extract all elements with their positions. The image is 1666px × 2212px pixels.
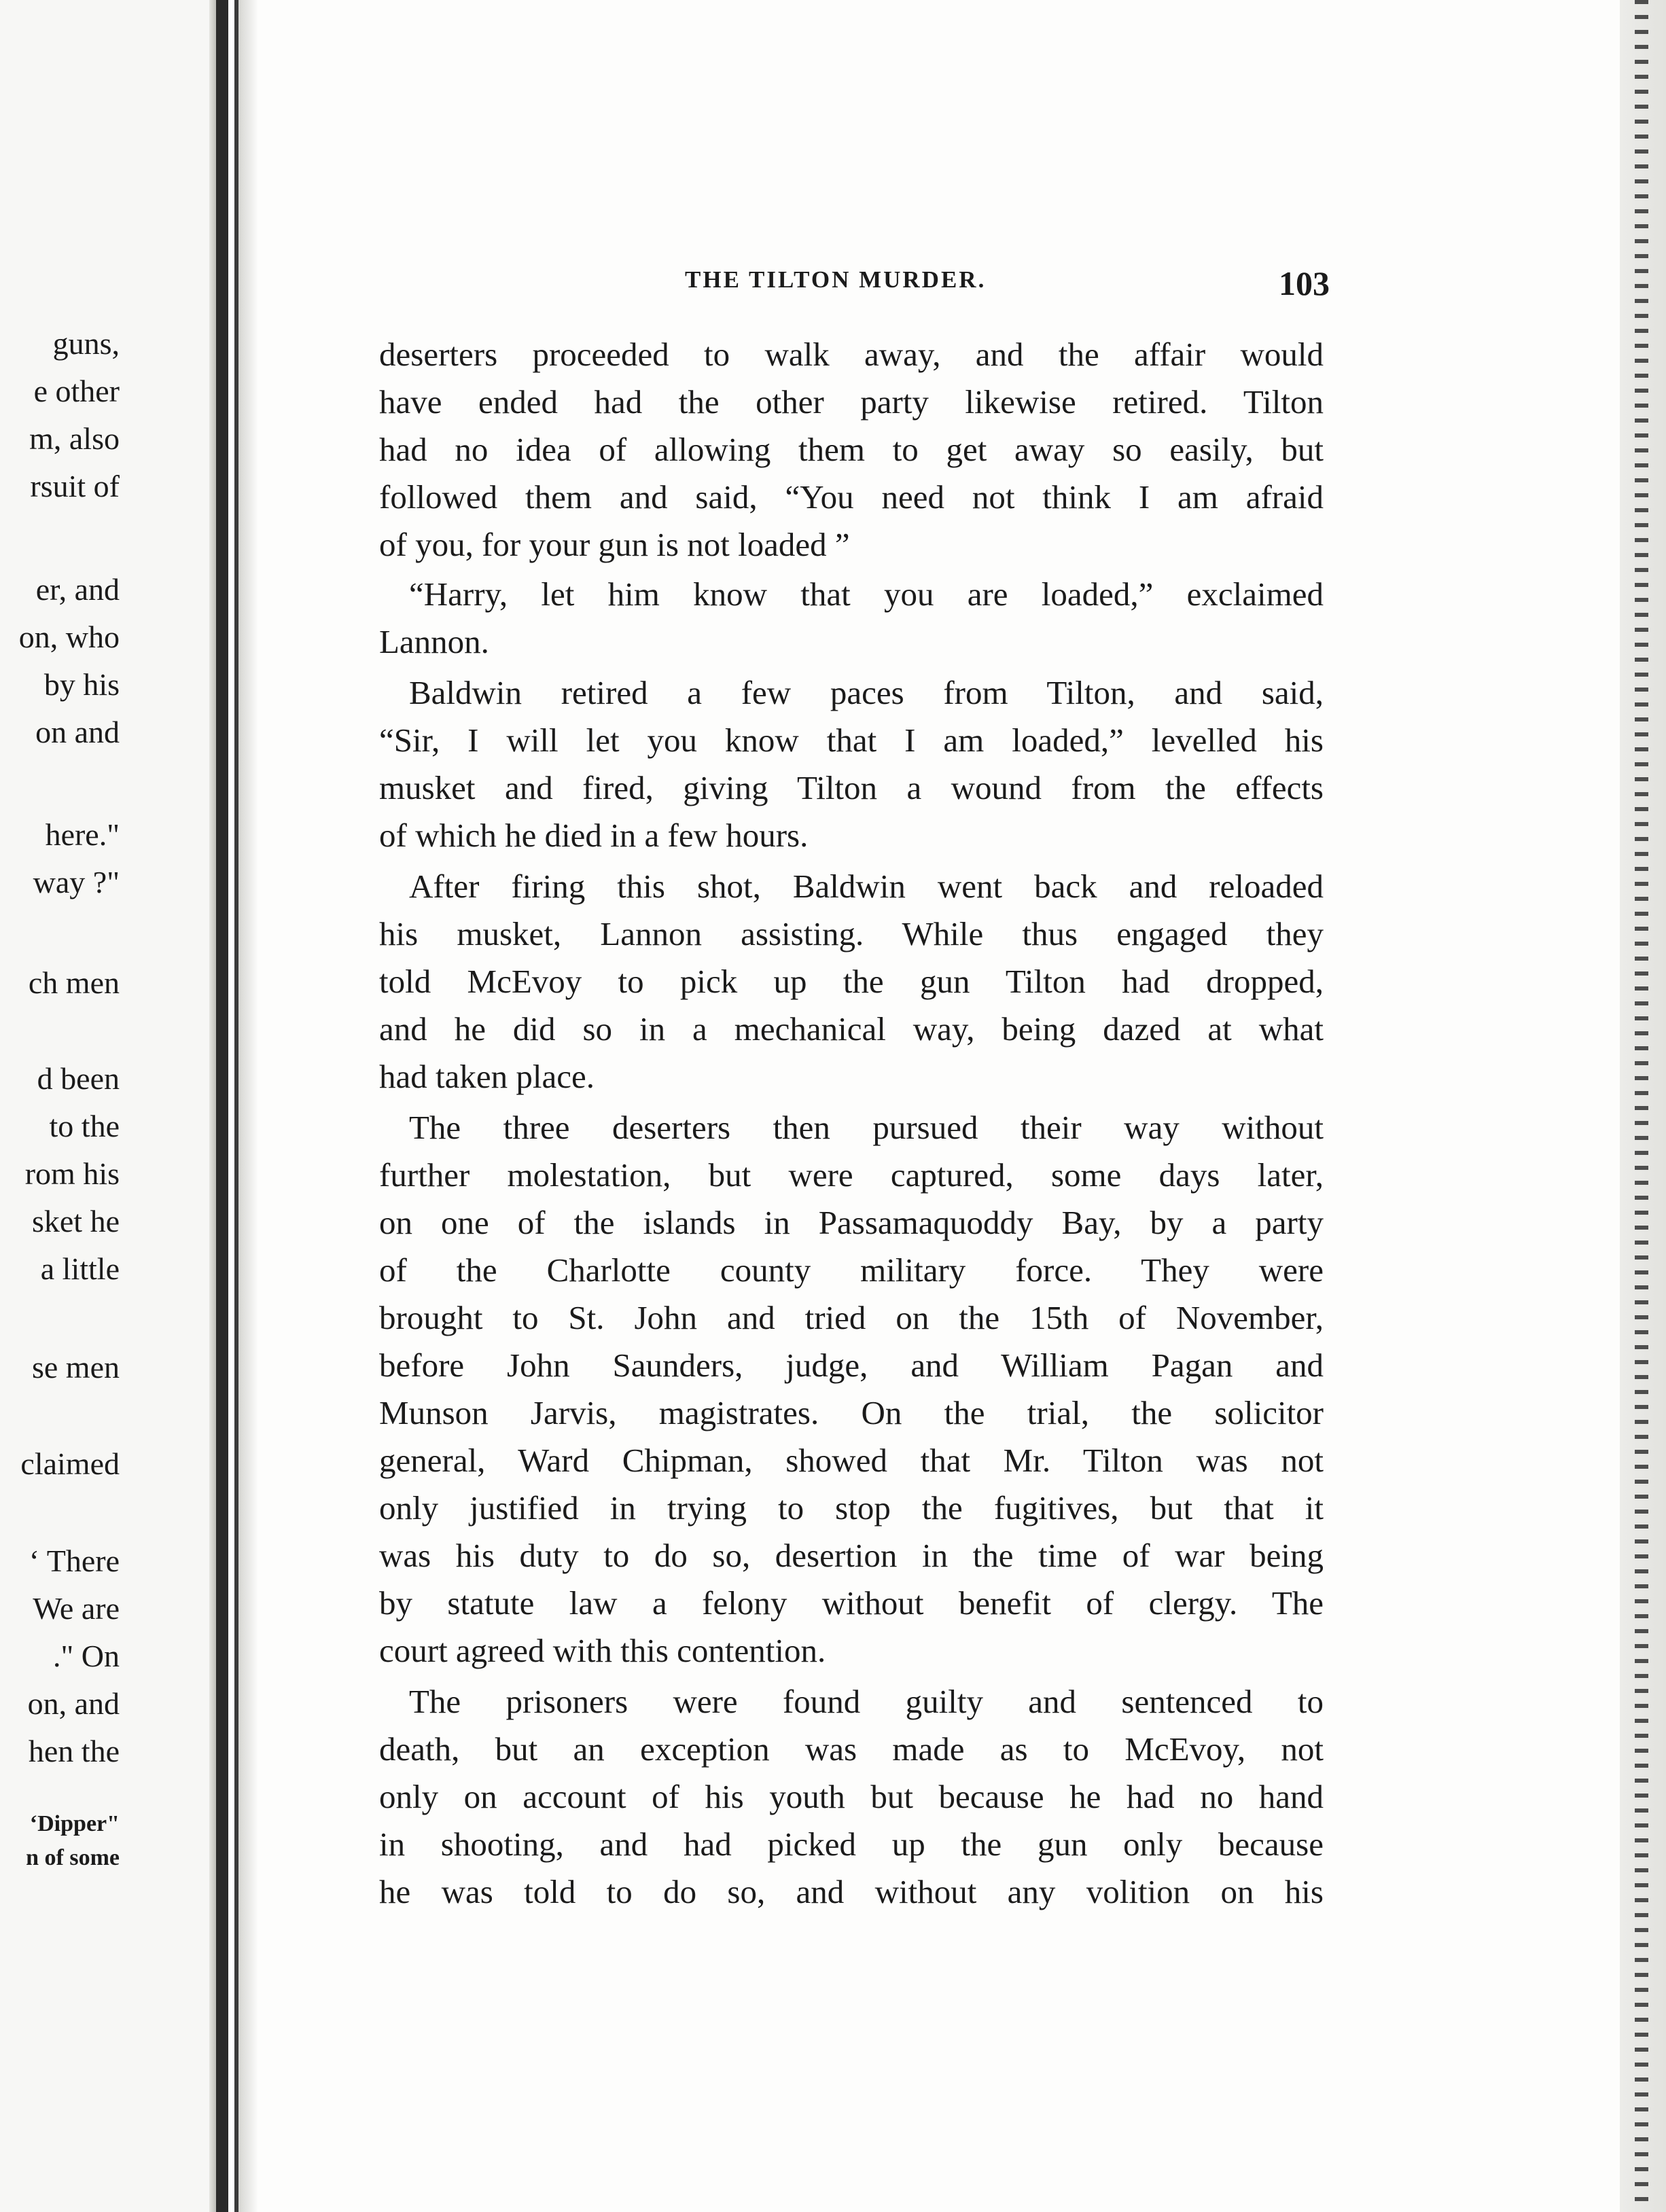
facing-page-footnote-line: ‘Dipper" — [29, 1811, 120, 1836]
facing-page-line: on, and — [27, 1686, 120, 1721]
facing-page-fragment — [0, 0, 216, 2212]
facing-page-line: way ?" — [33, 865, 120, 899]
text-line: general, Ward Chipman, showed that Mr. Tilton was not — [379, 1442, 1324, 1479]
facing-page-line: se men — [31, 1350, 120, 1385]
scan-edge-marks — [1635, 0, 1648, 2212]
text-line: his musket, Lannon assisting. While thus engaged they — [379, 915, 1324, 952]
page-right-margin — [1620, 0, 1666, 2212]
text-line: After firing this shot, Baldwin went back and reloaded — [409, 868, 1324, 905]
text-line: on one of the islands in Passamaquoddy Bay, by a party — [379, 1204, 1324, 1241]
facing-page-line: guns, — [52, 326, 120, 361]
text-line: and he did so in a mechanical way, being dazed at what — [379, 1010, 1324, 1048]
text-line: had taken place. — [379, 1058, 595, 1095]
text-line: deserters proceeded to walk away, and the affair would — [379, 336, 1324, 373]
facing-page-line: er, and — [35, 572, 120, 607]
facing-page-line: ch men — [28, 965, 120, 1000]
text-line: of you, for your gun is not loaded ” — [379, 526, 850, 563]
facing-page-line: We are — [33, 1591, 120, 1626]
text-line: musket and fired, giving Tilton a wound from the effects — [379, 769, 1324, 806]
text-line: before John Saunders, judge, and William Pagan and — [379, 1346, 1324, 1384]
text-line: of which he died in a few hours. — [379, 817, 809, 854]
facing-page-line: by his — [43, 667, 120, 702]
page-fold-shadow — [209, 0, 216, 2212]
text-line: Munson Jarvis, magistrates. On the trial, the solicitor — [379, 1394, 1324, 1431]
text-line: The three deserters then pursued their way without — [409, 1109, 1324, 1146]
text-line: further molestation, but were captured, some days later, — [379, 1156, 1324, 1194]
facing-page-line: e other — [33, 374, 120, 408]
facing-page-line: sket he — [31, 1204, 120, 1238]
facing-page-line: on, who — [18, 620, 120, 654]
facing-page-line: rom his — [24, 1156, 120, 1191]
text-line: by statute law a felony without benefit of clergy. The — [379, 1584, 1324, 1622]
facing-page-line: d been — [37, 1061, 120, 1096]
facing-page-line: m, also — [29, 421, 120, 456]
text-line: have ended had the other party likewise retired. Tilton — [379, 383, 1324, 421]
text-line: “Harry, let him know that you are loaded,” exclaimed — [409, 575, 1324, 613]
text-line: of the Charlotte county military force. They were — [379, 1251, 1324, 1289]
facing-page-line: ." On — [53, 1639, 120, 1673]
facing-page-line: on and — [35, 715, 120, 749]
text-line: followed them and said, “You need not think I am afraid — [379, 478, 1324, 516]
facing-page-line: hen the — [28, 1734, 120, 1768]
facing-page-footnote-line: n of some — [26, 1845, 120, 1870]
page-number: 103 — [1279, 264, 1330, 302]
text-line: had no idea of allowing them to get away so easily, but — [379, 431, 1324, 468]
facing-page-line: ‘ There — [29, 1544, 120, 1578]
binding-gutter — [216, 0, 228, 2212]
text-line: Baldwin retired a few paces from Tilton, and said, — [409, 674, 1324, 711]
facing-page-line: to the — [49, 1109, 120, 1143]
binding-shadow — [238, 0, 258, 2212]
text-line: in shooting, and had picked up the gun only because — [379, 1825, 1324, 1863]
facing-page-line: claimed — [20, 1446, 120, 1481]
facing-page-line: a little — [40, 1251, 120, 1286]
text-line: brought to St. John and tried on the 15th of November, — [379, 1299, 1324, 1336]
text-line: only justified in trying to stop the fugitives, but that it — [379, 1489, 1324, 1527]
text-line: court agreed with this contention. — [379, 1632, 826, 1669]
text-line: Lannon. — [379, 623, 489, 660]
text-line: told McEvoy to pick up the gun Tilton had dropped, — [379, 963, 1324, 1000]
facing-page-line: rsuit of — [30, 469, 120, 503]
text-line: “Sir, I will let you know that I am loaded,” levelled his — [379, 721, 1324, 759]
text-line: death, but an exception was made as to McEvoy, not — [379, 1730, 1324, 1768]
text-line: was his duty to do so, desertion in the time of war being — [379, 1537, 1324, 1574]
text-line: he was told to do so, and without any volition on his — [379, 1873, 1324, 1910]
text-line: only on account of his youth but because he had no hand — [379, 1778, 1324, 1815]
running-head: THE TILTON MURDER. — [685, 266, 987, 293]
facing-page-line: here." — [45, 817, 120, 852]
text-line: The prisoners were found guilty and sentenced to — [409, 1683, 1324, 1720]
